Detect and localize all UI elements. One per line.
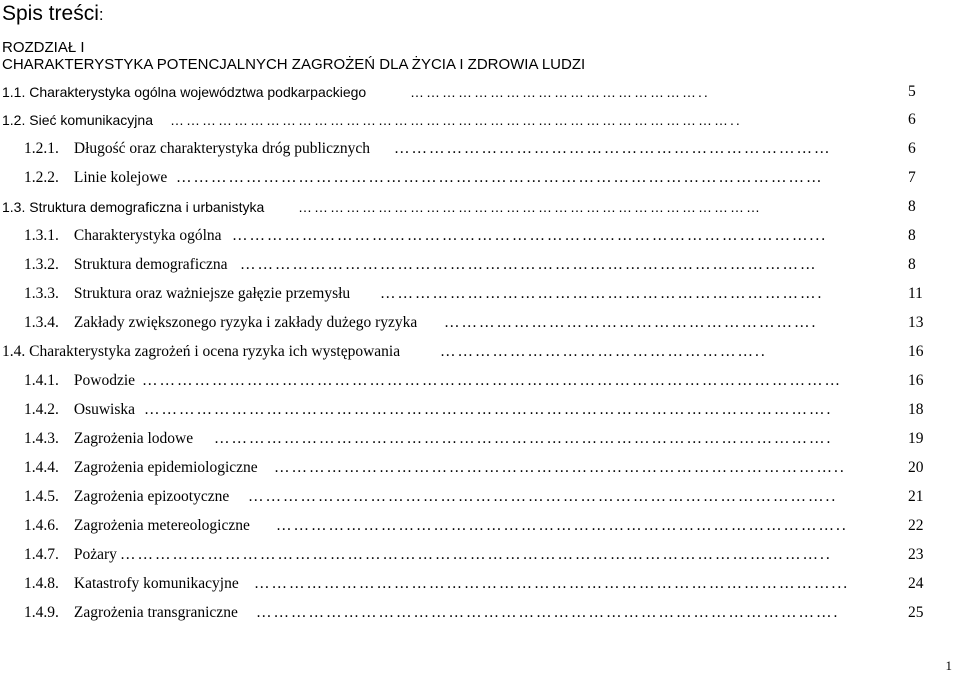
toc-number: 1.4.7. [24, 546, 59, 563]
toc-number: 1.3.2. [24, 256, 59, 273]
toc-page: 7 [908, 169, 916, 186]
toc-leader: ……………………………………………………………………………………….. [248, 488, 838, 505]
toc-label: Osuwiska [73, 401, 136, 418]
toc-page: 18 [908, 401, 924, 418]
toc-page: 23 [908, 546, 924, 563]
toc-page: 13 [908, 314, 924, 331]
toc-entry-1-3-4[interactable] [24, 312, 922, 334]
toc-entry-1-1[interactable] [2, 81, 922, 103]
toc-label: Zagrożenia lodowe [73, 430, 194, 447]
toc-label: Struktura demograficzna i urbanistyka [29, 199, 265, 215]
toc-entry-1-4-9[interactable] [24, 602, 922, 624]
toc-leader: ………………………………………………………………………………………... [232, 227, 828, 244]
toc-entry-1-4-5[interactable] [24, 486, 922, 508]
toc-number: 1.4.1. [24, 372, 59, 389]
toc-page: 16 [908, 343, 924, 360]
toc-leader: …………………………………………………………………. [380, 285, 824, 302]
toc-leader: …………………………………………………………………………… [298, 199, 762, 215]
toc-page: 6 [908, 140, 916, 157]
toc-number: 1.2.1. [24, 140, 59, 157]
toc-entry-1-4-1[interactable] [24, 370, 922, 392]
toc-page: 11 [908, 285, 923, 302]
toc-page: 25 [908, 604, 924, 621]
toc-entry-1-4-7[interactable] [24, 544, 922, 566]
toc-label: Linie kolejowe [73, 169, 168, 186]
toc-label: Zakłady zwiększonego ryzyka i zakłady dużego ryzyka [73, 314, 418, 331]
toc-number: 1.4.5. [24, 488, 59, 505]
toc-label: Zagrożenia transgraniczne [73, 604, 238, 621]
toc-number: 1.1. [2, 84, 26, 100]
toc-number: 1.4.8. [24, 575, 59, 592]
toc-page: 8 [908, 256, 916, 273]
toc-entry-1-2-2[interactable] [24, 167, 922, 189]
toc-entry-1-4-6[interactable] [24, 515, 922, 537]
toc-page: 8 [908, 198, 916, 215]
toc-number: 1.4. [2, 343, 26, 360]
toc-label: Struktura oraz ważniejsze gałęzie przemysłu [73, 285, 351, 302]
toc-number: 1.4.4. [24, 459, 59, 476]
toc-page: 24 [908, 575, 924, 592]
toc-number: 1.3.3. [24, 285, 59, 302]
toc-page: 8 [908, 227, 916, 244]
toc-entry-1-4-8[interactable] [24, 573, 922, 595]
toc-page: 6 [908, 111, 916, 128]
toc-number: 1.2. [2, 112, 26, 128]
toc-entry-1-3-1[interactable] [24, 225, 922, 247]
toc-number: 1.3.4. [24, 314, 59, 331]
toc-leader: ……………………………………………….. [410, 84, 710, 100]
page-number: 1 [945, 658, 952, 673]
toc-label: Charakterystyka ogólna województwa podkarpackiego [29, 84, 367, 100]
toc-label: Katastrofy komunikacyjne [73, 575, 239, 592]
toc-number: 1.2.2. [24, 169, 59, 186]
toc-leader: ………………………………………………………………………………………... [254, 575, 850, 592]
chapter-label: ROZDZIAŁ I [2, 39, 85, 56]
toc-leader: …………………………………………………………………………………….. [276, 517, 848, 534]
chapter-title: CHARAKTERYSTYKA POTENCJALNYCH ZAGROŻEŃ DLA ŻYCIA I ZDROWIA LUDZI [2, 56, 586, 73]
toc-number: 1.4.6. [24, 517, 59, 534]
toc-number: 1.4.9. [24, 604, 59, 621]
toc-entry-1-4-4[interactable] [24, 457, 922, 479]
toc-number: 1.3. [2, 199, 26, 215]
toc-label: Zagrożenia epidemiologiczne [73, 459, 258, 476]
toc-page: 16 [908, 372, 924, 389]
toc-leader: ………………………………………………………………………………………………………… [142, 372, 842, 389]
toc-leader: ……………………………………………….. [440, 343, 767, 360]
toc-page: 20 [908, 459, 924, 476]
toc-label: Zagrożenia epizootyczne [73, 488, 230, 505]
toc-page: 22 [908, 517, 924, 534]
toc-label: Zagrożenia metereologiczne [73, 517, 250, 534]
toc-entry-1-4-3[interactable] [24, 428, 922, 450]
toc-entry-1-3-3[interactable] [24, 283, 922, 305]
toc-leader: ……………………………………………………………………………………… [240, 256, 818, 273]
toc-leader: …………………………………………………………………………………….. [274, 459, 846, 476]
toc-page: 21 [908, 488, 924, 505]
toc-entry-1-4[interactable] [2, 341, 922, 363]
toc-leader: ………………………………………………………………………………………………………….. [120, 546, 832, 563]
toc-label: Pożary [73, 546, 117, 563]
toc-entry-1-3-2[interactable] [24, 254, 922, 276]
toc-leader: ………………………………………………………. [444, 314, 818, 331]
toc-label: Sieć komunikacyjna [29, 112, 153, 128]
toc-leader: …………………………………………………………………………………………….. [170, 112, 742, 128]
page-title: Spis treści: [2, 2, 104, 25]
toc-entry-1-4-2[interactable] [24, 399, 922, 421]
toc-leader: ………………………………………………………………………………………………… [176, 169, 824, 186]
toc-leader: ………………………………………………………………………………………………………. [144, 401, 833, 418]
toc-number: 1.3.1. [24, 227, 59, 244]
toc-leader: ………………………………………………………………… [394, 140, 832, 157]
toc-entry-1-3[interactable] [2, 196, 922, 218]
toc-entry-1-2[interactable] [2, 109, 922, 131]
toc-label: Struktura demograficzna [73, 256, 228, 273]
toc-page: 19 [908, 430, 924, 447]
toc-number: 1.4.3. [24, 430, 59, 447]
toc-leader: ……………………………………………………………………………………………. [214, 430, 833, 447]
toc-number: 1.4.2. [24, 401, 59, 418]
toc-entry-1-2-1[interactable] [24, 138, 922, 160]
toc-leader: ………………………………………………………………………………………. [256, 604, 840, 621]
toc-label: Charakterystyka ogólna [73, 227, 222, 244]
toc-label: Powodzie [73, 372, 136, 389]
toc-label: Długość oraz charakterystyka dróg publicznych [73, 140, 370, 157]
toc-page: 5 [908, 83, 916, 100]
toc-label: Charakterystyka zagrożeń i ocena ryzyka ich występowania [29, 343, 401, 360]
